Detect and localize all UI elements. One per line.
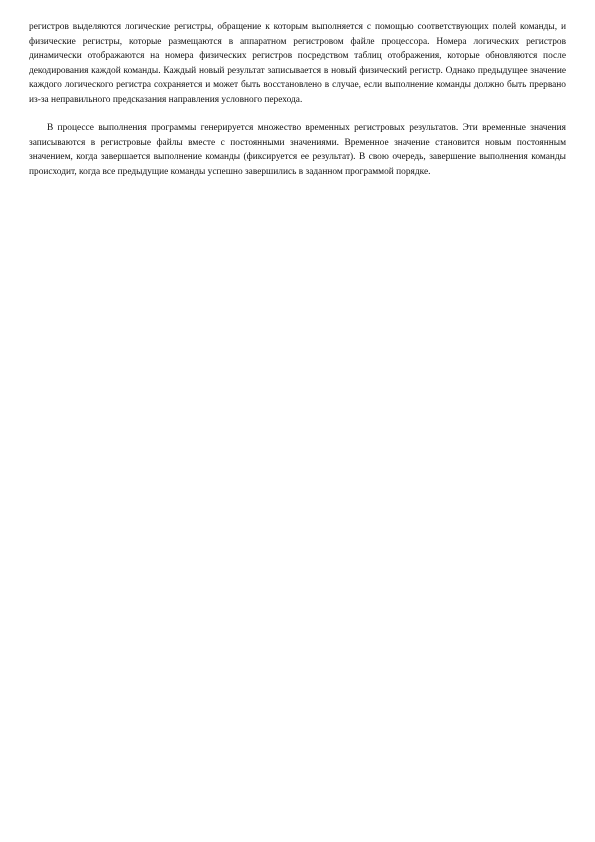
paragraph-1: регистров выделяются логические регистры, обращение к которым выполняется с помощью соответствующих полей команды, и физические регистры, которые размещаются в аппаратном регистровом файле процессора. Номера логических регистров динамически отображаются на номера физических регистров посредством таблиц отображения, которые обновляются после декодирования каждой команды. Каждый новый результат записывается в новый физический регистр. Однако предыдущее значение каждого логического регистра сохраняется и может быть восстановлено в случае, если выполнение команды должно быть прервано из-за неправильного предсказания направления условного перехода. xyxy=(29,22,566,105)
paragraph-2: В процессе выполнения программы генерируется множество временных регистровых результатов. Эти временные значения записываются в регистровые файлы вместе с постоянными значениями. Временное значение становится новым постоянным значением, когда завершается выполнение команды (фиксируется ее результат). В свою очередь, завершение выполнения команды происходит, когда все предыдущие команды успешно завершились в заданном программой порядке. xyxy=(29,123,566,177)
body-text xyxy=(29,20,566,179)
